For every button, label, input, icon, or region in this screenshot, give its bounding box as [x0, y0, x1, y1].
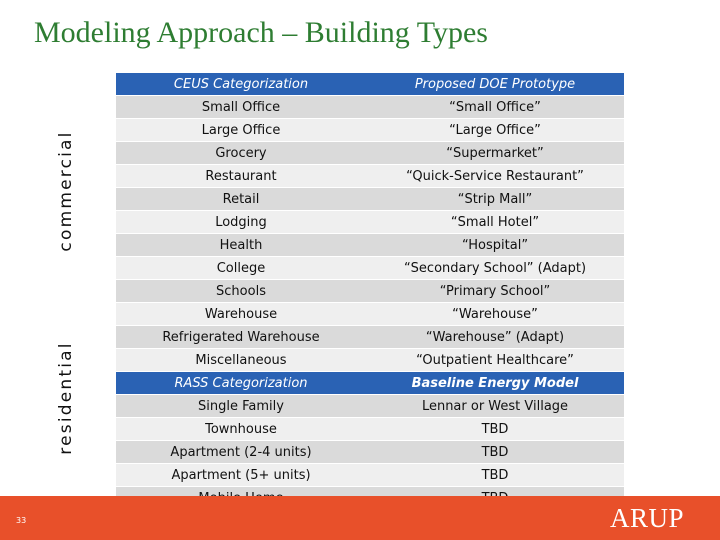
- commercial-row: [116, 326, 624, 349]
- category-cell: College: [116, 257, 366, 280]
- category-cell: CEUS Categorization: [116, 73, 366, 96]
- category-cell: Health: [116, 234, 366, 257]
- prototype-cell: Lennar or West Village: [366, 395, 624, 418]
- commercial-row: [116, 96, 624, 119]
- category-cell: Apartment (2-4 units): [116, 441, 366, 464]
- slide-title: Modeling Approach – Building Types: [34, 16, 488, 49]
- commercial-row: [116, 165, 624, 188]
- prototype-cell: “Warehouse” (Adapt): [366, 326, 624, 349]
- prototype-cell: “Small Office”: [366, 96, 624, 119]
- commercial-row: [116, 119, 624, 142]
- category-cell: Restaurant: [116, 165, 366, 188]
- prototype-cell: Baseline Energy Model: [366, 372, 624, 395]
- category-cell: Apartment (5+ units): [116, 464, 366, 487]
- commercial-row: [116, 234, 624, 257]
- building-types-table: [116, 73, 624, 510]
- prototype-cell: “Supermarket”: [366, 142, 624, 165]
- commercial-row: [116, 211, 624, 234]
- arup-logo: ARUP: [609, 503, 684, 533]
- residential-row: [116, 395, 624, 418]
- prototype-cell: “Strip Mall”: [366, 188, 624, 211]
- category-cell: Warehouse: [116, 303, 366, 326]
- category-cell: Grocery: [116, 142, 366, 165]
- residential-row: [116, 441, 624, 464]
- category-cell: Retail: [116, 188, 366, 211]
- commercial-side-label: commercial: [56, 130, 76, 252]
- category-cell: RASS Categorization: [116, 372, 366, 395]
- residential-side-label: residential: [56, 341, 76, 455]
- category-cell: Schools: [116, 280, 366, 303]
- prototype-cell: “Outpatient Healthcare”: [366, 349, 624, 372]
- prototype-cell: “Warehouse”: [366, 303, 624, 326]
- category-cell: Miscellaneous: [116, 349, 366, 372]
- prototype-cell: “Large Office”: [366, 119, 624, 142]
- page-number: 33: [16, 516, 27, 525]
- residential-row: [116, 418, 624, 441]
- prototype-cell: TBD: [366, 441, 624, 464]
- category-cell: Large Office: [116, 119, 366, 142]
- commercial-row: [116, 280, 624, 303]
- prototype-cell: TBD: [366, 418, 624, 441]
- commercial-header-row: [116, 73, 624, 96]
- commercial-row: [116, 188, 624, 211]
- category-cell: Small Office: [116, 96, 366, 119]
- category-cell: Single Family: [116, 395, 366, 418]
- prototype-cell: Proposed DOE Prototype: [366, 73, 624, 96]
- prototype-cell: “Secondary School” (Adapt): [366, 257, 624, 280]
- commercial-row: [116, 142, 624, 165]
- commercial-row: [116, 303, 624, 326]
- prototype-cell: “Primary School”: [366, 280, 624, 303]
- prototype-cell: “Quick-Service Restaurant”: [366, 165, 624, 188]
- commercial-row: [116, 349, 624, 372]
- prototype-cell: “Small Hotel”: [366, 211, 624, 234]
- commercial-row: [116, 257, 624, 280]
- category-cell: Lodging: [116, 211, 366, 234]
- category-cell: Townhouse: [116, 418, 366, 441]
- prototype-cell: “Hospital”: [366, 234, 624, 257]
- residential-row: [116, 464, 624, 487]
- residential-header-row: [116, 372, 624, 395]
- prototype-cell: TBD: [366, 464, 624, 487]
- category-cell: Refrigerated Warehouse: [116, 326, 366, 349]
